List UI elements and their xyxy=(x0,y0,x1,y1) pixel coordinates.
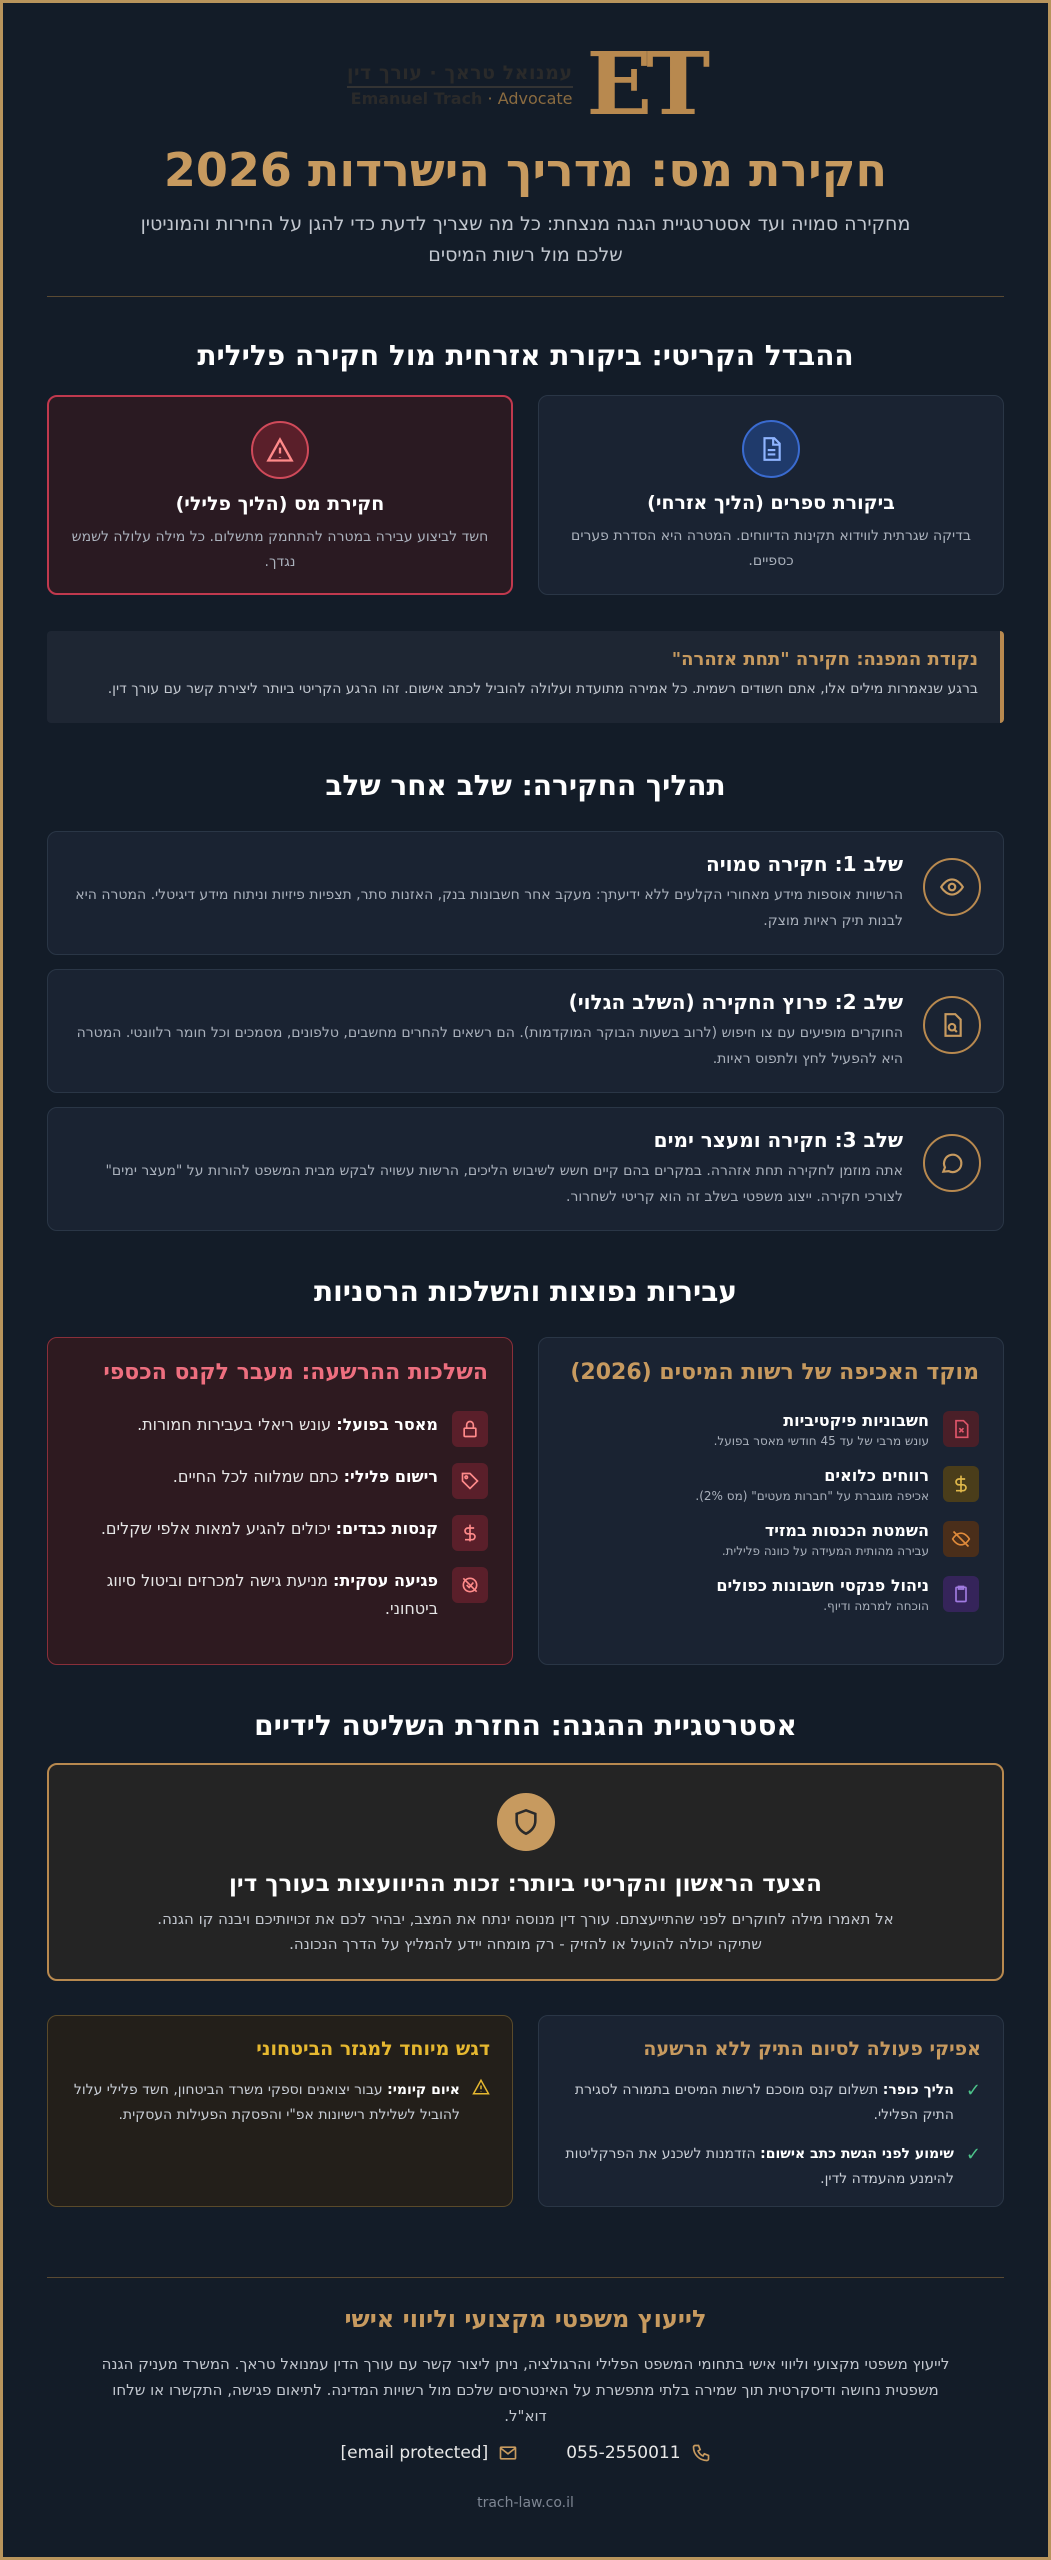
list-item: רישום פלילי: כתם שמלווה לכל החיים. xyxy=(72,1463,488,1499)
page-subtitle: מחקירה סמויה ועד אסטרטגיית הגנה מנצחת: כל מה שצריך לדעת כדי להגן על החירות והמוניטין שלכם מול רשות המיסים xyxy=(140,213,911,266)
warning-callout xyxy=(47,631,1004,723)
clipboard-icon xyxy=(943,1576,979,1612)
list-item: מאסר בפועל: עונש ריאלי בעבירות חמורות. xyxy=(72,1411,488,1447)
stage-desc: אתה מוזמן לחקירה תחת אזהרה. במקרים בהם קיים חשש לשיבוש הליכים, הרשות עשויה לבקש מבית המשפט להורות על "מעצר ימים" לצורכי חקירה. ייצוג משפטי בשלב זה הוא קריטי לשחרור. xyxy=(105,1163,903,1205)
contact-row xyxy=(3,2443,1048,2463)
process-heading: תהליך החקירה: שלב אחר שלב xyxy=(325,769,726,802)
document-icon xyxy=(742,420,800,478)
list-item: ✓ הליך כופר: תשלום קנס מוסכם לרשות המיסים בתמורה לסגירת התיק הפלילי. xyxy=(561,2078,981,2128)
enforcement-focus-card xyxy=(538,1337,1004,1665)
list-item: ניהול פנקסי חשבונות כפולים הוכחה למרמה ודיוף. xyxy=(563,1576,979,1613)
eye-icon xyxy=(923,858,981,916)
email-link[interactable]: [email protected] xyxy=(340,2443,518,2463)
footer-desc: לייעוץ משפטי מקצועי וליווי אישי בתחומי המשפט הפלילי והרגולציה, ניתן ליצור קשר עם עורך הדין עמנואל טראך. המשרד מעניק הגנה משפטית נחושה ודיסקרטית תוך שמירה בלתי מתפשרת על האינטרסים שלכם מול רשויות המדינה. לתיאום פגישה, התקשרו או שלחו דוא"ל. xyxy=(101,2355,950,2425)
badge-off-icon xyxy=(452,1567,488,1603)
logo-name-he: עמנואל טראך · עורך דין xyxy=(346,62,573,84)
list-item: השמטת הכנסות במזיד עבירה מהותית המעידה על כוונה פלילית. xyxy=(563,1521,979,1558)
list-item: קנסות כבדים: יכולים להגיע למאות אלפי שקלים. xyxy=(72,1515,488,1551)
criminal-desc: חשד לביצוע עבירה במטרה להתחמק מתשלום. כל מילה עלולה לשמש נגדך. xyxy=(71,529,489,570)
penalties-title: השלכות ההרשעה: מעבר לקנס הכספי xyxy=(103,1360,488,1385)
civil-title: ביקורת ספרים (הליך אזרחי) xyxy=(647,492,895,514)
stage-3 xyxy=(47,1107,1004,1231)
logo xyxy=(47,34,1004,135)
logo-mark: ET xyxy=(586,34,705,135)
lock-icon xyxy=(452,1411,488,1447)
stage-desc: הרשויות אוספות מידע מאחורי הקלעים ללא ידיעתך: מעקב אחר חשבונות בנק, האזנות סתר, תצפיות פיזיות וניתוח מידע דיגיטלי. המטרה היא לבנות תיק ראיות מוצק. xyxy=(75,887,903,929)
mail-icon xyxy=(498,2443,518,2463)
warning-icon xyxy=(472,2078,490,2128)
warning-desc: ברגע שנאמרות מילים אלו, אתם חשודים רשמית. כל אמירה מתועדת ועלולה להוביל לכתב אישום. זהו הרגע הקריטי ביותר ליצירת קשר עם עורך דין. xyxy=(107,681,978,697)
penalties-card xyxy=(47,1337,513,1665)
stage-title: שלב 3: חקירה ומעצר ימים xyxy=(653,1128,903,1152)
shield-icon xyxy=(497,1793,555,1851)
warning-icon xyxy=(251,421,309,479)
criminal-card xyxy=(47,395,513,595)
stage-title: שלב 2: פרוץ החקירה (השלב הגלוי) xyxy=(568,990,903,1014)
main-strategy-card xyxy=(47,1763,1004,1981)
offenses-heading: עבירות נפוצות והשלכות הרסניות xyxy=(314,1275,737,1308)
check-icon: ✓ xyxy=(965,2144,981,2165)
stage-desc: החוקרים מופיעים עם צו חיפוש (לרוב בשעות הבוקר המוקדמות). הם רשאים להחרים מחשבים, טלפונים, מסמכים וכל חומר רלוונטי. המטרה היא להפעיל לחץ ולתפוס ראיות. xyxy=(76,1025,903,1067)
page-title: חקירת מס: מדריך הישרדות 2026 xyxy=(163,143,888,197)
actions-title: אפיקי פעולה לסיום התיק ללא הרשעה xyxy=(643,2038,981,2060)
divider xyxy=(47,2277,1004,2278)
invoice-x-icon xyxy=(943,1411,979,1447)
footer-title: לייעוץ משפטי מקצועי וליווי אישי xyxy=(344,2305,707,2333)
distinction-heading: ההבדל הקריטי: ביקורת אזרחית מול חקירה פלילית xyxy=(197,339,854,372)
security-sector-card xyxy=(47,2015,513,2207)
search-document-icon xyxy=(923,996,981,1054)
strategy-heading: אסטרטגיית ההגנה: החזרת השליטה לידיים xyxy=(254,1709,797,1742)
stage-1 xyxy=(47,831,1004,955)
list-item: פגיעה עסקית: מניעת גישה למכרזים וביטול סיווג ביטחוני. xyxy=(72,1567,488,1623)
stage-2 xyxy=(47,969,1004,1093)
warning-title: נקודת המפנה: חקירה "תחת אזהרה" xyxy=(671,649,978,670)
list-item: רווחים כלואים אכיפה מוגברת על "חברות מעטים" (מס 2%). xyxy=(563,1466,979,1503)
website-link[interactable]: trach-law.co.il xyxy=(477,2495,574,2511)
tag-icon xyxy=(452,1463,488,1499)
criminal-title: חקירת מס (הליך פלילי) xyxy=(175,493,385,515)
strategy-main-desc: אל תאמרו מילה לחוקרים לפני שהתייעצתם. עורך דין מנוסה ינתח את המצב, יבהיר לכם את זכויותיכם ויבנה קו הגנה. שתיקה יכולה להועיל או להזיק - רק מומחה יידע להמליץ על הדרך הנכונה. xyxy=(157,1910,894,1953)
chat-icon xyxy=(923,1134,981,1192)
check-icon: ✓ xyxy=(965,2080,981,2101)
security-title: דגש מיוחד למגזר הביטחוני xyxy=(256,2038,490,2060)
divider xyxy=(47,296,1004,297)
eye-off-icon xyxy=(943,1521,979,1557)
phone-icon xyxy=(691,2443,711,2463)
focus-title: מוקד האכיפה של רשות המיסים (2026) xyxy=(570,1360,979,1385)
civil-card xyxy=(538,395,1004,595)
phone-link[interactable]: 055-2550011 xyxy=(566,2443,710,2463)
list-item: ✓ שימוע לפני הגשת כתב אישום: הזדמנות לשכנע את הפרקליטות להימנע מהעמדה לדין. xyxy=(561,2142,981,2192)
strategy-main-title: הצעד הראשון והקריטי ביותר: זכות ההיוועצות בעורך דין xyxy=(229,1871,822,1897)
actions-card xyxy=(538,2015,1004,2207)
dollar-icon xyxy=(943,1466,979,1502)
stage-title: שלב 1: חקירה סמויה xyxy=(706,852,903,876)
civil-desc: בדיקה שגרתית לווידוא תקינות הדיווחים. המטרה היא הסדרת פערים כספיים. xyxy=(571,528,971,569)
logo-name-en: Emanuel Trach · Advocate xyxy=(347,86,573,108)
list-item: חשבוניות פיקטיביות עונש מרבי של עד 45 חודשי מאסר בפועל. xyxy=(563,1411,979,1448)
dollar-icon xyxy=(452,1515,488,1551)
list-item: איום קיומי: עבור יצואנים וספקי משרד הביטחון, חשד פלילי עלול להוביל לשלילת רישיונות אפ"י והפסקת הפעילות העסקית. xyxy=(70,2078,490,2128)
